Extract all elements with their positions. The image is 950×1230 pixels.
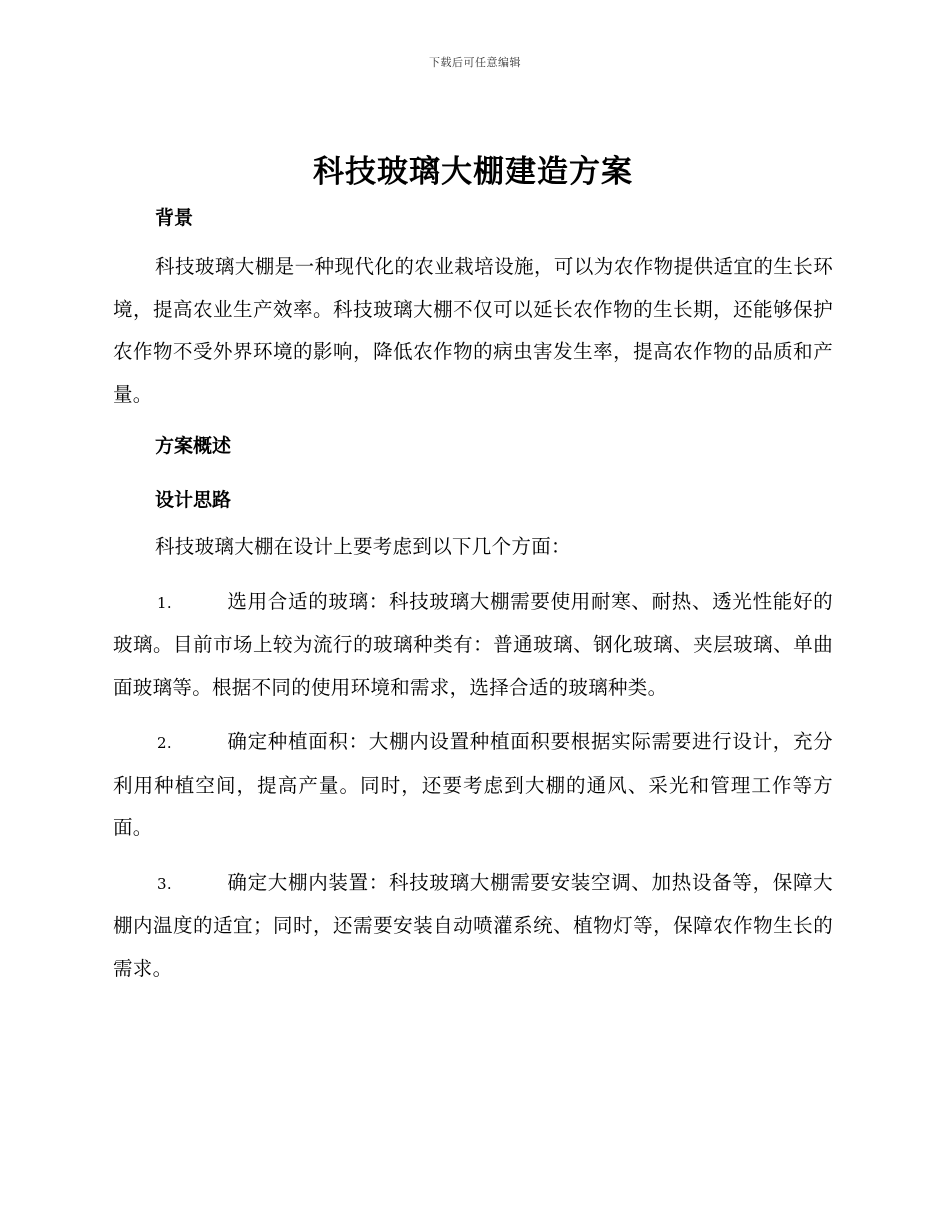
list-item-text: 确定大棚内装置：科技玻璃大棚需要安装空调、加热设备等，保障大棚内温度的适宜；同时，还需要安装自动喷灌系统、植物灯等，保障农作物生长的需求。 — [113, 870, 833, 980]
list-item-number: 3. — [157, 874, 172, 893]
heading-background: 背景 — [155, 207, 194, 229]
list-item-1 — [113, 581, 833, 710]
document-title: 科技玻璃大棚建造方案 — [313, 154, 633, 190]
heading-overview: 方案概述 — [155, 435, 232, 457]
header-note: 下载后可任意编辑 — [429, 56, 521, 69]
paragraph-background: 科技玻璃大棚是一种现代化的农业栽培设施，可以为农作物提供适宜的生长环境，提高农业生产效率。科技玻璃大棚不仅可以延长农作物的生长期，还能够保护农作物不受外界环境的影响，降低农作物的病虫害发生率，提高农作物的品质和产量。 — [113, 255, 833, 406]
list-item-number: 2. — [157, 734, 172, 752]
list-item-text: 确定种植面积：大棚内设置种植面积要根据实际需要进行设计，充分利用种植空间，提高产量。同时，还要考虑到大棚的通风、采光和管理工作等方面。 — [113, 730, 833, 839]
list-item-number: 1. — [157, 593, 172, 612]
paragraph-design-intro: 科技玻璃大棚在设计上要考虑到以下几个方面： — [155, 535, 571, 558]
list-item-3 — [113, 862, 833, 991]
document-content — [113, 150, 833, 990]
list-item-2 — [113, 721, 833, 850]
heading-design: 设计思路 — [155, 489, 232, 511]
list-item-text: 选用合适的玻璃：科技玻璃大棚需要使用耐寒、耐热、透光性能好的玻璃。目前市场上较为流行的玻璃种类有：普通玻璃、钢化玻璃、夹层玻璃、单曲面玻璃等。根据不同的使用环境和需求，选择合适的玻璃种类。 — [113, 589, 833, 699]
